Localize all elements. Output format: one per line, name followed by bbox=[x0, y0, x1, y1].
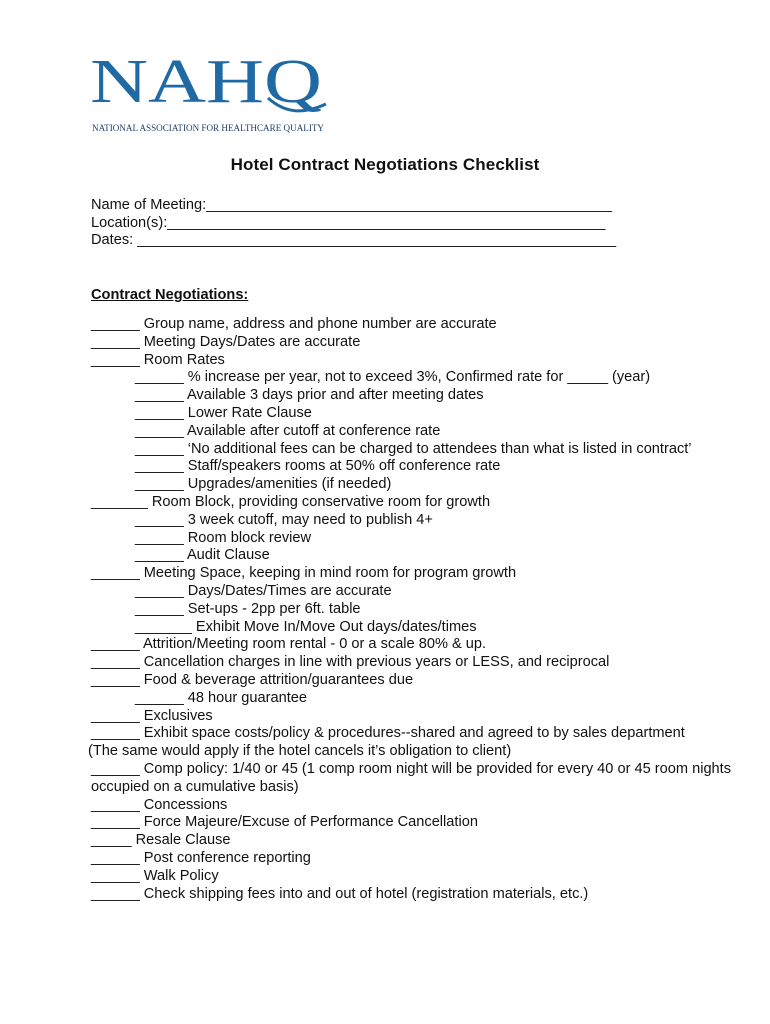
checklist-subitem[interactable]: ______ Days/Dates/Times are accurate bbox=[135, 582, 392, 599]
location-field[interactable]: Location(s):______________________________________________________ bbox=[91, 214, 606, 231]
checklist-item[interactable]: ______ Meeting Space, keeping in mind room for program growth bbox=[91, 565, 517, 582]
checklist-item[interactable]: ______ Post conference reporting bbox=[91, 849, 311, 866]
checklist-item[interactable]: ______ Cancellation charges in line with previous years or LESS, and reciprocal bbox=[91, 654, 610, 671]
checklist bbox=[88, 316, 751, 903]
checklist-subitem[interactable]: ______ % increase per year, not to exceed 3%, Confirmed rate for _____ (year) bbox=[135, 369, 651, 386]
checklist-subitem[interactable]: ______ ‘No additional fees can be charged to attendees than what is listed in contract’ bbox=[135, 440, 692, 457]
checklist-item[interactable]: ______ Group name, address and phone number are accurate bbox=[91, 316, 497, 332]
checklist-subitem[interactable]: ______ Audit Clause bbox=[135, 547, 270, 564]
checklist-subitem[interactable]: ______ Lower Rate Clause bbox=[135, 404, 312, 421]
nahq-logo-graphic bbox=[90, 44, 330, 136]
checklist-item[interactable]: ______ Meeting Days/Dates are accurate bbox=[91, 333, 361, 350]
dates-field[interactable]: Dates: ___________________________________________________________ bbox=[91, 232, 617, 249]
checklist-item[interactable]: ______ Walk Policy bbox=[91, 867, 219, 884]
page-title: Hotel Contract Negotiations Checklist bbox=[230, 155, 540, 174]
meeting-info-fields bbox=[91, 197, 616, 250]
checklist-subitem[interactable]: ______ Staff/speakers rooms at 50% off conference rate bbox=[135, 458, 501, 475]
checklist-subitem[interactable]: _______ Exhibit Move In/Move Out days/dates/times bbox=[135, 618, 477, 635]
checklist-item[interactable]: _____ Resale Clause bbox=[91, 832, 231, 849]
checklist-item[interactable]: ______ Exclusives bbox=[91, 707, 213, 724]
nahq-logo bbox=[90, 44, 330, 136]
checklist-item[interactable]: ______ Comp policy: 1/40 or 45 (1 comp room night will be provided for every 40 or 45 room nights occupied on a cumulative basis) bbox=[91, 760, 732, 795]
checklist-item[interactable]: ______ Exhibit space costs/policy & procedures--shared and agreed to by sales department bbox=[91, 725, 685, 742]
checklist-item[interactable]: ______ Room Rates bbox=[91, 351, 225, 368]
checklist-subitem[interactable]: ______ Room block review bbox=[135, 529, 312, 546]
meeting-name-field[interactable]: Name of Meeting:__________________________________________________ bbox=[91, 197, 612, 213]
checklist-item[interactable]: ______ Food & beverage attrition/guarantees due bbox=[91, 671, 414, 688]
checklist-item[interactable]: ______ Check shipping fees into and out of hotel (registration materials, etc.) bbox=[91, 885, 589, 902]
logo-acronym: NAHQ bbox=[90, 48, 322, 116]
checklist-note: (The same would apply if the hotel cancels it’s obligation to client) bbox=[88, 743, 512, 760]
section-heading: Contract Negotiations: bbox=[91, 287, 249, 303]
checklist-subitem[interactable]: ______ 48 hour guarantee bbox=[135, 689, 308, 706]
logo-org-name: NATIONAL ASSOCIATION FOR HEALTHCARE QUALITY bbox=[92, 123, 325, 133]
checklist-subitem[interactable]: ______ Upgrades/amenities (if needed) bbox=[135, 476, 392, 493]
checklist-item[interactable]: ______ Attrition/Meeting room rental - 0 or a scale 80% & up. bbox=[91, 636, 487, 653]
checklist-subitem[interactable]: ______ 3 week cutoff, may need to publish 4+ bbox=[135, 511, 433, 528]
checklist-item[interactable]: _______ Room Block, providing conservative room for growth bbox=[91, 493, 491, 510]
checklist-subitem[interactable]: ______ Set-ups - 2pp per 6ft. table bbox=[135, 600, 361, 617]
checklist-subitem[interactable]: ______ Available 3 days prior and after meeting dates bbox=[135, 387, 484, 404]
checklist-item[interactable]: ______ Concessions bbox=[91, 796, 228, 813]
checklist-item[interactable]: ______ Force Majeure/Excuse of Performance Cancellation bbox=[91, 814, 478, 831]
checklist-subitem[interactable]: ______ Available after cutoff at conference rate bbox=[135, 422, 441, 439]
